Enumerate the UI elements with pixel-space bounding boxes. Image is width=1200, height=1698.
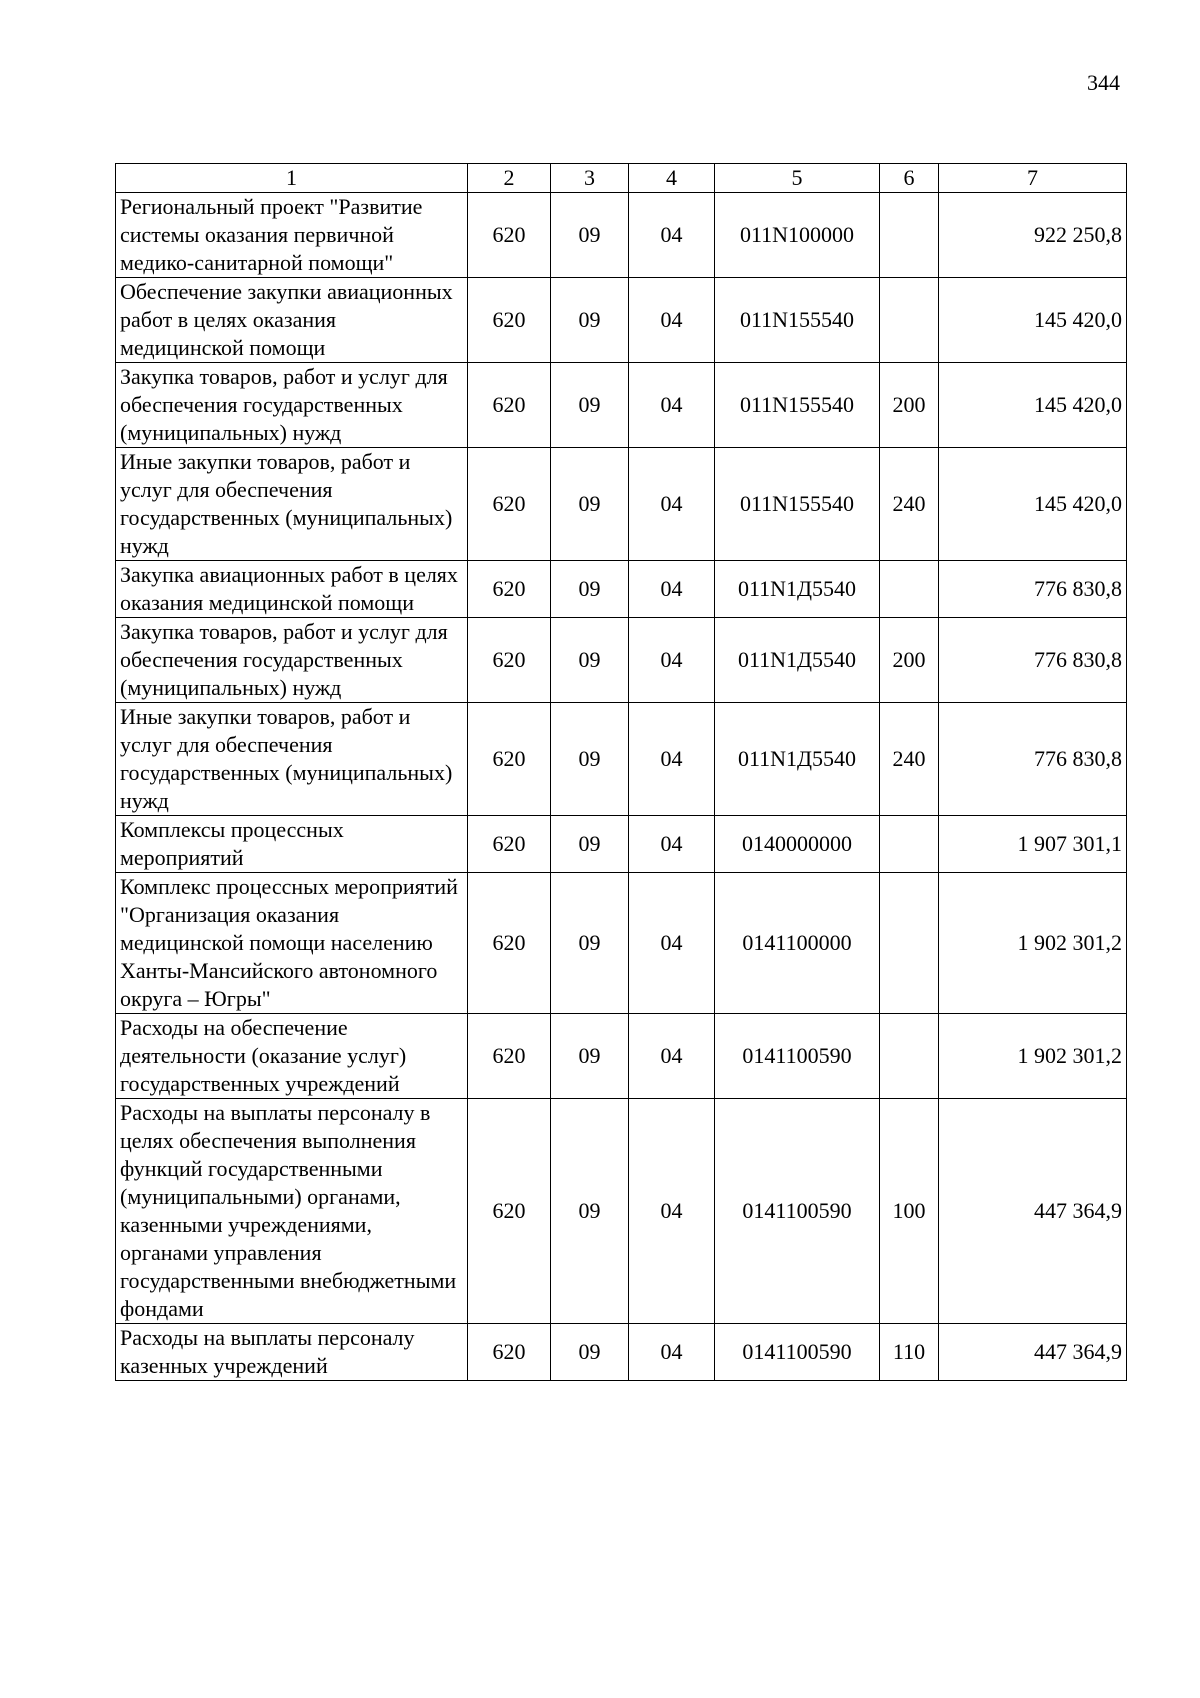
header-cell: 3 [551,164,629,193]
row-subsection: 04 [629,1014,715,1099]
header-cell: 5 [715,164,880,193]
row-target-article: 0141100590 [715,1014,880,1099]
row-admin-code: 620 [468,618,551,703]
row-subsection: 04 [629,561,715,618]
table-row [116,448,1127,561]
row-amount: 1 902 301,2 [939,873,1127,1014]
row-target-article: 011N1Д5540 [715,561,880,618]
table-row [116,703,1127,816]
row-admin-code: 620 [468,561,551,618]
row-amount: 776 830,8 [939,561,1127,618]
row-name: Расходы на выплаты персоналу в целях обеспечения выполнения функций государственными (муниципальными) органами, казенными учреждениями, органами управления государственными внебюджетными фондами [116,1099,468,1324]
row-expense-type [880,873,939,1014]
row-target-article: 0141100590 [715,1099,880,1324]
row-section: 09 [551,1099,629,1324]
row-amount: 145 420,0 [939,363,1127,448]
table-row [116,561,1127,618]
row-subsection: 04 [629,816,715,873]
row-name: Комплексы процессных мероприятий [116,816,468,873]
row-section: 09 [551,873,629,1014]
row-amount: 145 420,0 [939,278,1127,363]
table-row [116,1099,1127,1324]
table-row [116,816,1127,873]
row-expense-type [880,561,939,618]
table-row [116,618,1127,703]
row-expense-type [880,193,939,278]
row-amount: 447 364,9 [939,1099,1127,1324]
header-cell: 4 [629,164,715,193]
row-section: 09 [551,363,629,448]
row-name: Обеспечение закупки авиационных работ в целях оказания медицинской помощи [116,278,468,363]
row-section: 09 [551,193,629,278]
row-admin-code: 620 [468,1324,551,1381]
row-amount: 447 364,9 [939,1324,1127,1381]
row-expense-type: 200 [880,618,939,703]
row-section: 09 [551,618,629,703]
row-subsection: 04 [629,278,715,363]
row-subsection: 04 [629,193,715,278]
row-subsection: 04 [629,703,715,816]
row-expense-type: 110 [880,1324,939,1381]
table-row [116,278,1127,363]
row-section: 09 [551,278,629,363]
header-cell: 1 [116,164,468,193]
row-admin-code: 620 [468,1014,551,1099]
row-admin-code: 620 [468,363,551,448]
row-admin-code: 620 [468,816,551,873]
row-expense-type: 240 [880,703,939,816]
row-name: Закупка авиационных работ в целях оказания медицинской помощи [116,561,468,618]
row-subsection: 04 [629,448,715,561]
row-expense-type [880,1014,939,1099]
row-admin-code: 620 [468,278,551,363]
row-name: Закупка товаров, работ и услуг для обеспечения государственных (муниципальных) нужд [116,618,468,703]
row-amount: 145 420,0 [939,448,1127,561]
row-target-article: 011N100000 [715,193,880,278]
row-expense-type: 100 [880,1099,939,1324]
row-expense-type [880,278,939,363]
row-admin-code: 620 [468,1099,551,1324]
row-section: 09 [551,816,629,873]
row-amount: 1 902 301,2 [939,1014,1127,1099]
table-row [116,363,1127,448]
row-section: 09 [551,703,629,816]
row-target-article: 011N1Д5540 [715,703,880,816]
row-subsection: 04 [629,873,715,1014]
table-row [116,193,1127,278]
row-name: Иные закупки товаров, работ и услуг для обеспечения государственных (муниципальных) нужд [116,448,468,561]
table-row [116,1014,1127,1099]
row-admin-code: 620 [468,873,551,1014]
row-section: 09 [551,1324,629,1381]
row-target-article: 011N155540 [715,278,880,363]
row-target-article: 0140000000 [715,816,880,873]
row-expense-type: 200 [880,363,939,448]
row-name: Комплекс процессных мероприятий "Организация оказания медицинской помощи населению Ханты-Мансийского автономного округа – Югры" [116,873,468,1014]
row-expense-type [880,816,939,873]
row-subsection: 04 [629,1324,715,1381]
row-subsection: 04 [629,1099,715,1324]
row-target-article: 011N155540 [715,363,880,448]
row-target-article: 0141100000 [715,873,880,1014]
table-row [116,1324,1127,1381]
row-section: 09 [551,448,629,561]
row-name: Расходы на выплаты персоналу казенных учреждений [116,1324,468,1381]
row-target-article: 011N155540 [715,448,880,561]
row-admin-code: 620 [468,703,551,816]
row-expense-type: 240 [880,448,939,561]
row-admin-code: 620 [468,448,551,561]
table-row [116,873,1127,1014]
row-amount: 922 250,8 [939,193,1127,278]
row-amount: 1 907 301,1 [939,816,1127,873]
row-name: Закупка товаров, работ и услуг для обеспечения государственных (муниципальных) нужд [116,363,468,448]
header-cell: 2 [468,164,551,193]
row-section: 09 [551,1014,629,1099]
header-cell: 6 [880,164,939,193]
row-amount: 776 830,8 [939,618,1127,703]
row-section: 09 [551,561,629,618]
row-name: Иные закупки товаров, работ и услуг для обеспечения государственных (муниципальных) нужд [116,703,468,816]
header-cell: 7 [939,164,1127,193]
row-name: Региональный проект "Развитие системы оказания первичной медико-санитарной помощи" [116,193,468,278]
header-row [116,164,1127,193]
row-admin-code: 620 [468,193,551,278]
row-target-article: 011N1Д5540 [715,618,880,703]
row-subsection: 04 [629,618,715,703]
row-name: Расходы на обеспечение деятельности (оказание услуг) государственных учреждений [116,1014,468,1099]
row-target-article: 0141100590 [715,1324,880,1381]
budget-table [115,163,1127,1381]
row-amount: 776 830,8 [939,703,1127,816]
row-subsection: 04 [629,363,715,448]
page-number: 344 [1087,70,1120,95]
